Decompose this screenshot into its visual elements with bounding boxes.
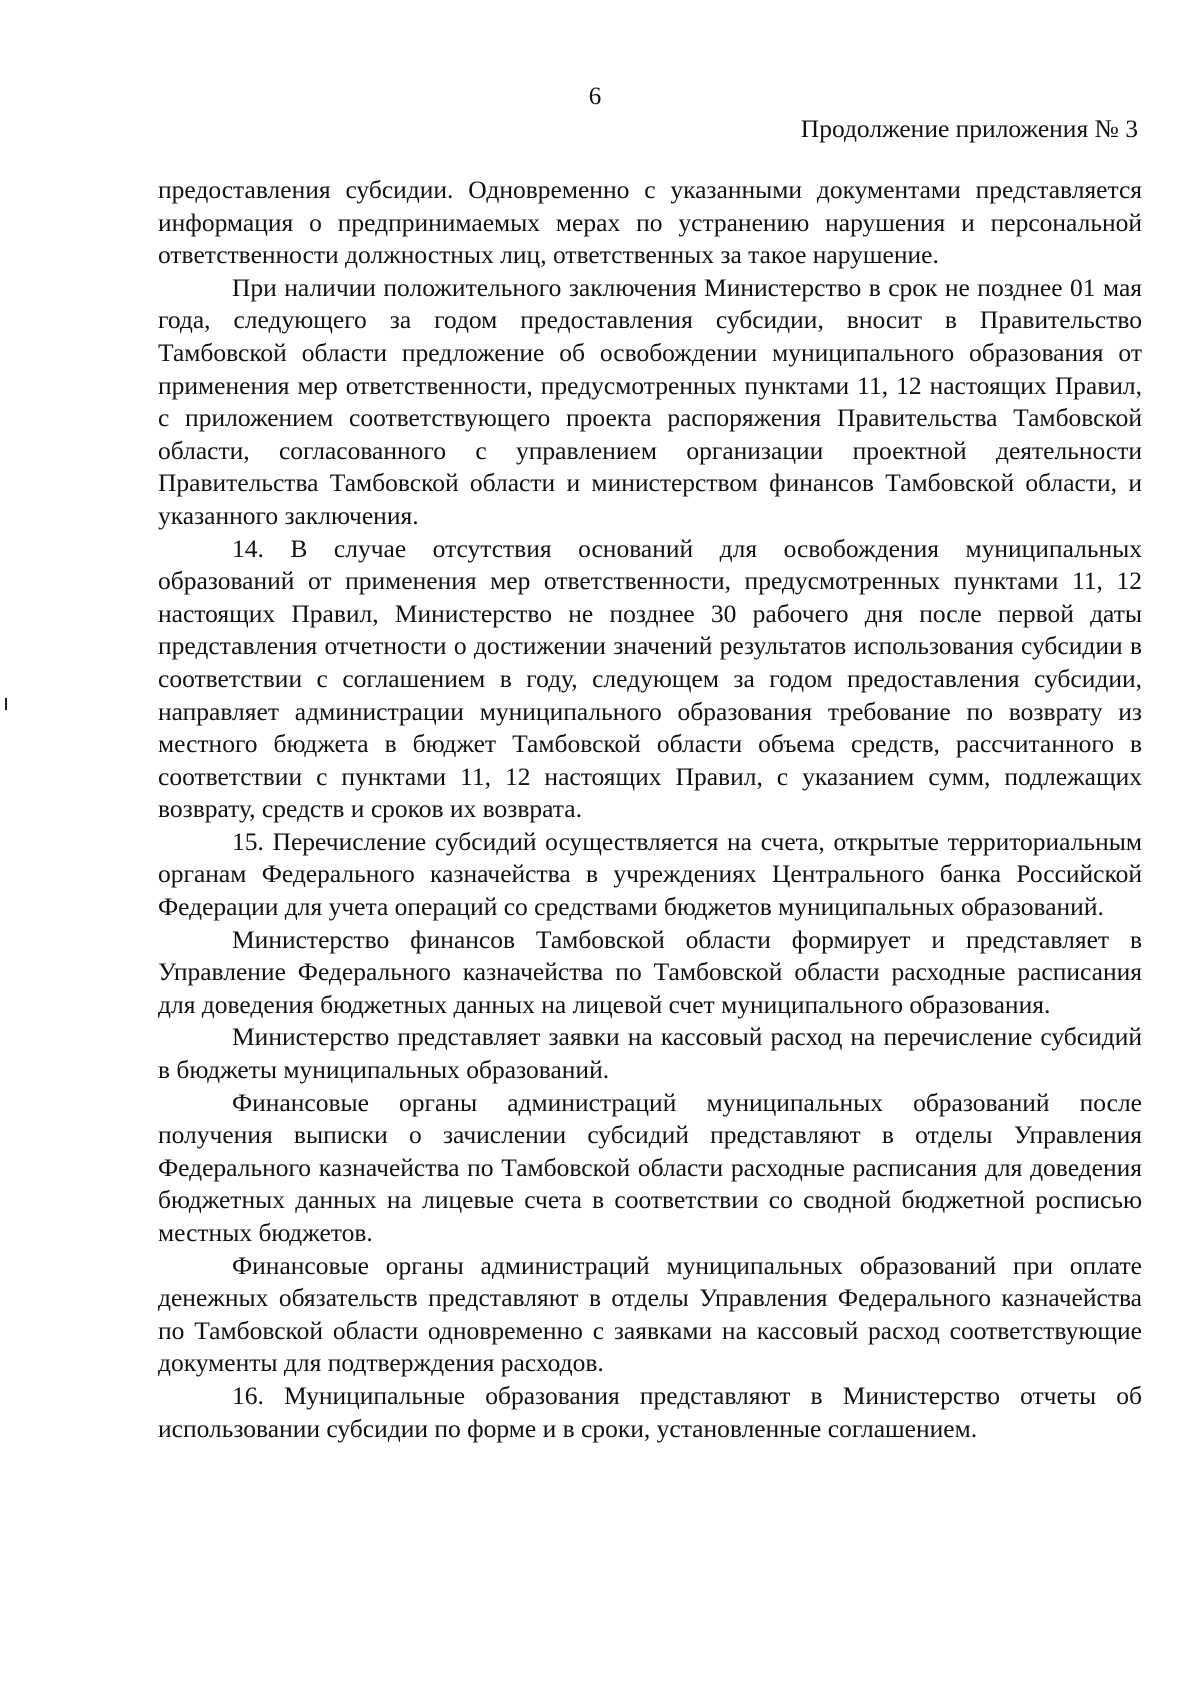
appendix-continuation-label: Продолжение приложения № 3 [800,114,1138,143]
paragraph-ministry-of-finance: Министерство финансов Тамбовской области формирует и представляет в Управление Федерального казначейства по Тамбовской области расходные расписания для доведения бюджетных данных на лицевой счет муниципального образования. [158,924,1142,1019]
paragraph-ministry-requests: Министерство представляет заявки на кассовый расход на перечисление субсидий в бюджеты муниципальных образований. [158,1022,1142,1085]
paragraph-positive-conclusion: При наличии положительного заключения Министерство в срок не позднее 01 мая года, следующего за годом предоставления субсидии, вносит в Правительство Тамбовской области предложение об освобождении муниципального образования от применения мер ответственности, предусмотренных пунктами 11, 12 настоящих Правил, с приложением соответствующего проекта распоряжения Правительства Тамбовской области, согласованного с управлением организации проектной деятельности Правительства Тамбовской области и министерством финансов Тамбовской области, и указанного заключения. [158,272,1142,530]
scan-artifact-mark [5,698,7,710]
paragraph-item-16: 16. Муниципальные образования представляют в Министерство отчеты об использовании субсидии по форме и в сроки, установленные соглашением. [158,1380,1142,1443]
paragraph-financial-bodies-statements: Финансовые органы администраций муниципальных образований после получения выписки о зачислении субсидий представляют в отделы Управления Федерального казначейства по Тамбовской области расходные расписания для доведения бюджетных данных на лицевые счета в соответствии со сводной бюджетной росписью местных бюджетов. [158,1087,1142,1247]
document-body [158,174,1142,1445]
page-number: 6 [588,83,602,110]
paragraph-financial-bodies-payments: Финансовые органы администраций муниципальных образований при оплате денежных обязательств представляют в отделы Управления Федерального казначейства по Тамбовской области одновременно с заявками на кассовый расход соответствующие документы для подтверждения расходов. [158,1250,1142,1378]
paragraph-item-15: 15. Перечисление субсидий осуществляется на счета, открытые территориальным органам Федерального казначейства в учреждениях Центрального банка Российской Федерации для учета операций со средствами бюджетов муниципальных образований. [158,826,1142,922]
paragraph-item-14: 14. В случае отсутствия оснований для освобождения муниципальных образований от применения мер ответственности, предусмотренных пунктами 11, 12 настоящих Правил, Министерство не позднее 30 рабочего дня после первой даты представления отчетности о достижении значений результатов использования субсидии в соответствии с соглашением в году, следующем за годом предоставления субсидии, направляет администрации муниципального образования требование по возврату из местного бюджета в бюджет Тамбовской области объема средств, рассчитанного в соответствии с пунктами 11, 12 настоящих Правил, с указанием сумм, подлежащих возврату, средств и сроков их возврата. [158,533,1142,824]
paragraph-continuation: предоставления субсидии. Одновременно с указанными документами представляется информация о предпринимаемых мерах по устранению нарушения и персональной ответственности должностных лиц, ответственных за такое нарушение. [158,175,1142,270]
